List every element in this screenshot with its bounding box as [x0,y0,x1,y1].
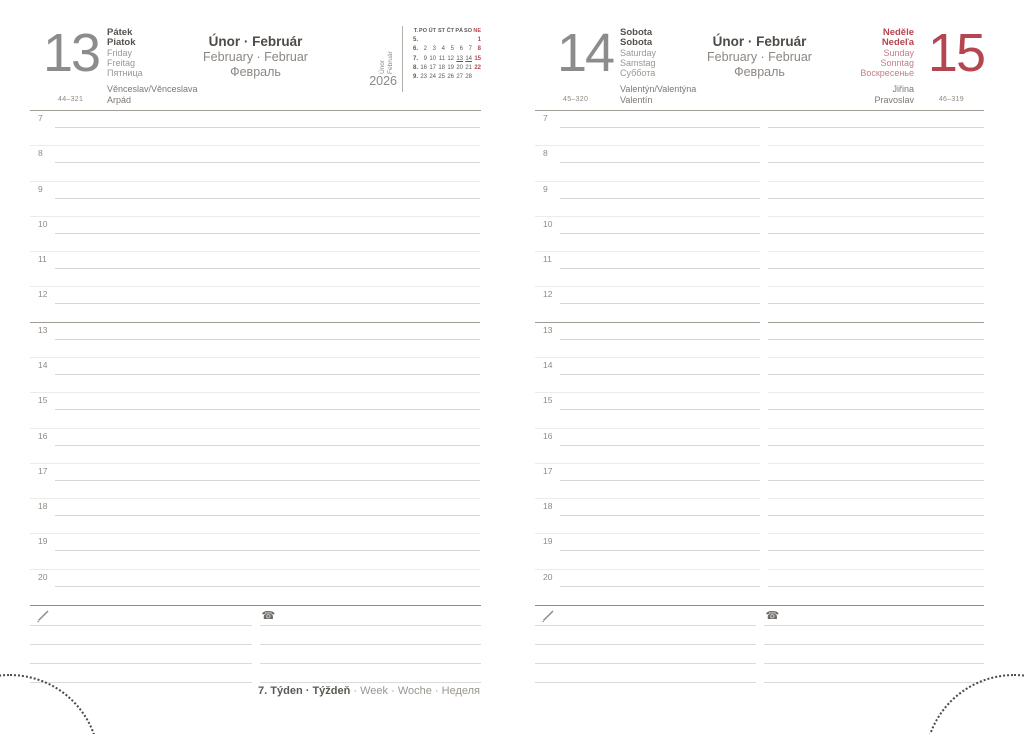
mini-cal-day [418,36,427,45]
mini-cal-day: 22 [474,64,481,71]
ruled-line [55,303,480,304]
day-name: Суббота [620,68,656,78]
day-name: Sonntag [880,58,914,68]
mini-cal-day [463,36,472,45]
day-names-light [107,48,143,78]
ruled-line [55,233,480,234]
hour-label: 7 [543,113,548,123]
ruled-line [560,480,760,481]
hour-row-15 [535,393,984,428]
mini-cal-header-cell: PÁ [455,28,463,34]
mini-cal-day: 21 [465,64,472,71]
mini-cal-day [454,36,463,45]
hour-row-16 [30,429,481,464]
mini-cal-header-cell: ČT [446,28,454,34]
day-number-15: 15 [927,23,984,83]
hour-label: 10 [543,218,553,229]
hour-row-11 [535,252,984,287]
hour-label: 9 [543,183,548,194]
note-line [535,663,756,664]
hour-row-14 [30,358,481,393]
note-line [764,663,985,664]
hour-row-16 [535,429,984,464]
mini-cal-day: 9 [423,55,427,62]
mini-cal-header-cell: ST [437,28,445,34]
hour-row-10 [30,217,481,252]
month-title-en-de: February · Februar [707,50,812,64]
mini-cal-day: 2 [423,46,427,53]
day-name: Nedeľa [881,37,914,48]
hour-row-20 [30,570,481,605]
week-footer-light: · Week · Woche · Неделя [353,685,480,697]
hour-row-12 [30,287,481,322]
ruled-line [55,550,480,551]
mini-cal-day [427,36,436,45]
ruled-line [768,515,984,516]
day-names-bold [107,28,143,48]
ruled-line [560,162,760,163]
hour-label: 14 [38,359,48,370]
hour-label: 19 [38,536,48,547]
note-line [764,625,985,626]
mini-calendar [407,27,481,82]
ruled-line [55,480,480,481]
mini-cal-day: 3 [432,46,436,53]
month-title [140,33,371,80]
hour-label: 20 [543,571,553,582]
hour-row-9 [535,182,984,217]
ruled-line [768,374,984,375]
day-name: Samstag [620,58,656,68]
hour-row-13 [535,323,984,358]
ruled-line [560,339,760,340]
hour-row-11 [30,252,481,287]
day-of-year: 45–320 [563,96,589,103]
hour-row-18 [30,499,481,534]
hours-grid [535,111,984,605]
mini-cal-day: 12 [447,55,454,62]
ruled-line [560,445,760,446]
mini-cal-week-row [407,36,481,45]
hour-row-8 [535,146,984,181]
mini-cal-day: 5 [450,46,454,53]
week-footer [258,685,480,697]
mini-cal-day [445,36,454,45]
day-name: Pátek [107,27,133,38]
mini-cal-week-number: 9. [412,74,418,81]
mini-cal-week-row [407,64,481,73]
note-line [260,663,482,664]
note-line [764,644,985,645]
ruled-line [560,586,760,587]
day-name: Sobota [620,37,653,48]
hour-row-9 [30,182,481,217]
mini-cal-week-number: 6. [412,46,418,53]
day-of-year: 44–321 [58,96,84,103]
day-name: Friday [107,48,133,58]
vertical-month-line: Február [387,51,394,74]
ruled-line [55,586,480,587]
notes-section [30,605,481,686]
mini-cal-day: 8 [477,46,481,53]
mini-cal-day: 24 [429,74,436,81]
note-line [260,682,482,683]
note-line [535,644,756,645]
name-days [107,84,198,106]
ruled-line [55,409,480,410]
name-day: Jiřina [892,84,914,94]
note-line [260,644,482,645]
mini-cal-day: 7 [468,46,472,53]
ruled-line [560,233,760,234]
mini-cal-day: 18 [438,64,445,71]
hour-label: 17 [543,465,553,476]
telephone-icon: ☎ [765,610,780,622]
ruled-line [55,162,480,163]
month-title-ru: Февраль [734,65,785,79]
ruled-line [55,339,480,340]
month-title-en-de: February · Februar [203,50,308,64]
ruled-line [768,268,984,269]
name-day: Věnceslav/Věnceslava [107,84,198,94]
name-day: Arpád [107,95,132,105]
note-line [30,682,252,683]
mini-cal-header-row [407,27,481,36]
mini-cal-day: 17 [429,64,436,71]
mini-cal-day: 14 [465,55,472,62]
telephone-icon: ☎ [261,610,276,622]
hour-label: 18 [38,501,48,512]
hour-row-20 [535,570,984,605]
mini-cal-day: 4 [441,46,445,53]
day-name: Sunday [883,48,914,58]
day-name: Saturday [620,48,657,58]
ruled-line [560,409,760,410]
day-of-year: 46–319 [938,96,964,103]
hour-row-7 [535,111,984,146]
mini-cal-day: 23 [420,74,427,81]
mini-cal-day: 13 [456,55,463,62]
month-title-main: Únor · Február [712,34,807,49]
pencil-icon [541,610,554,626]
day-name: Freitag [107,58,136,68]
mini-cal-day: 6 [459,46,463,53]
mini-cal-week-row [407,45,481,54]
hour-label: 15 [38,395,48,406]
ruled-line [55,127,480,128]
mini-cal-day [472,73,481,82]
ruled-line [55,198,480,199]
notes-column [30,606,252,686]
month-title-main: Únor · Február [208,34,303,49]
year-label: 2026 [369,74,397,88]
day-name: Piatok [107,37,136,48]
ruled-line [768,480,984,481]
hour-label: 8 [38,148,43,159]
note-line [535,682,756,683]
name-day: Valentýn/Valentýna [620,84,697,94]
mini-cal-week-row [407,55,481,64]
hour-row-19 [535,534,984,569]
hour-row-13 [30,323,481,358]
mini-cal-week-number: 8. [412,64,418,71]
day-names-sunday [860,28,914,78]
hour-row-18 [535,499,984,534]
month-title [645,33,874,80]
day-name: Воскресенье [860,68,914,78]
ruled-line [768,409,984,410]
note-line [260,625,482,626]
pencil-icon [36,610,49,626]
ruled-line [560,374,760,375]
mini-cal-day: 27 [456,74,463,81]
month-title-ru: Февраль [230,65,281,79]
mini-cal-day: 16 [420,64,427,71]
day-name: Пятница [107,68,143,78]
ruled-line [560,268,760,269]
hour-row-10 [535,217,984,252]
hour-label: 12 [543,289,553,300]
hour-row-15 [30,393,481,428]
day-number-13: 13 [43,23,100,83]
name-day: Valentín [620,95,653,105]
ruled-line [560,550,760,551]
hour-label: 9 [38,183,43,194]
note-line [764,682,985,683]
hour-label: 8 [543,148,548,159]
hour-label: 11 [38,254,47,265]
vertical-month-line: Únor [379,59,386,74]
day-name: Neděle [882,27,914,38]
hours-grid [30,111,481,605]
phone-notes-column [260,606,482,686]
hour-row-17 [535,464,984,499]
day-number-14: 14 [557,23,614,83]
hour-row-12 [535,287,984,322]
mini-cal-day: 26 [447,74,454,81]
phone-notes-column [764,606,985,686]
day-name: Sobota [620,27,653,38]
hour-label: 13 [38,324,48,335]
notes-column [535,606,756,686]
ruled-line [768,162,984,163]
ruled-line [768,127,984,128]
name-day: Pravoslav [874,95,914,105]
ruled-line [768,303,984,304]
mini-cal-header-cell: PO [419,28,427,34]
name-days-sunday [874,84,914,106]
mini-cal-week-number: 7. [412,55,418,62]
ruled-line [768,198,984,199]
hour-row-8 [30,146,481,181]
note-line [30,663,252,664]
ruled-line [768,445,984,446]
hour-label: 15 [543,395,553,406]
mini-cal-day [436,36,445,45]
week-footer-bold: 7. Týden · Týždeň [258,685,351,697]
hour-label: 18 [543,501,553,512]
name-days-saturday [620,84,696,106]
hour-label: 10 [38,218,48,229]
ruled-line [768,339,984,340]
note-line [30,644,252,645]
month-vertical-label [379,26,395,74]
hour-label: 19 [543,536,553,547]
note-line [30,625,252,626]
mini-cal-day: 28 [465,74,472,81]
ruled-line [55,515,480,516]
hour-label: 20 [38,571,48,582]
ruled-line [55,445,480,446]
hour-label: 7 [38,113,43,123]
note-line [535,625,756,626]
mini-cal-day: 15 [474,55,481,62]
mini-cal-day: 20 [456,64,463,71]
ruled-line [55,268,480,269]
ruled-line [768,586,984,587]
ruled-line [560,127,760,128]
mini-cal-day: 11 [438,55,445,62]
day-names-friday [107,28,143,78]
right-page-header [535,22,984,111]
hour-row-17 [30,464,481,499]
hour-label: 14 [543,359,553,370]
hour-label: 13 [543,324,553,335]
left-page-header [30,22,481,111]
hour-label: 12 [38,289,48,300]
hour-row-14 [535,358,984,393]
notes-section [535,605,984,686]
mini-cal-header-cell: SO [464,28,472,34]
hour-label: 16 [543,430,553,441]
ruled-line [55,374,480,375]
hour-label: 11 [543,254,552,265]
mini-cal-week-number: 5. [412,37,418,44]
right-page [535,22,984,712]
mini-cal-day: 19 [447,64,454,71]
mini-cal-day: 25 [438,74,445,81]
mini-cal-day: 1 [477,37,481,44]
hour-row-19 [30,534,481,569]
mini-cal-day: 10 [429,55,436,62]
ruled-line [768,233,984,234]
ruled-line [560,198,760,199]
hour-row-7 [30,111,481,146]
ruled-line [560,515,760,516]
hour-label: 16 [38,430,48,441]
mini-calendar-divider [402,26,403,92]
left-page [30,22,481,712]
mini-cal-week-row [407,73,481,82]
mini-cal-header-cell: T. [413,28,418,34]
hour-label: 17 [38,465,48,476]
ruled-line [768,550,984,551]
mini-cal-header-cell: ÚT [428,28,436,34]
mini-cal-header-cell: NE [473,28,481,34]
ruled-line [560,303,760,304]
